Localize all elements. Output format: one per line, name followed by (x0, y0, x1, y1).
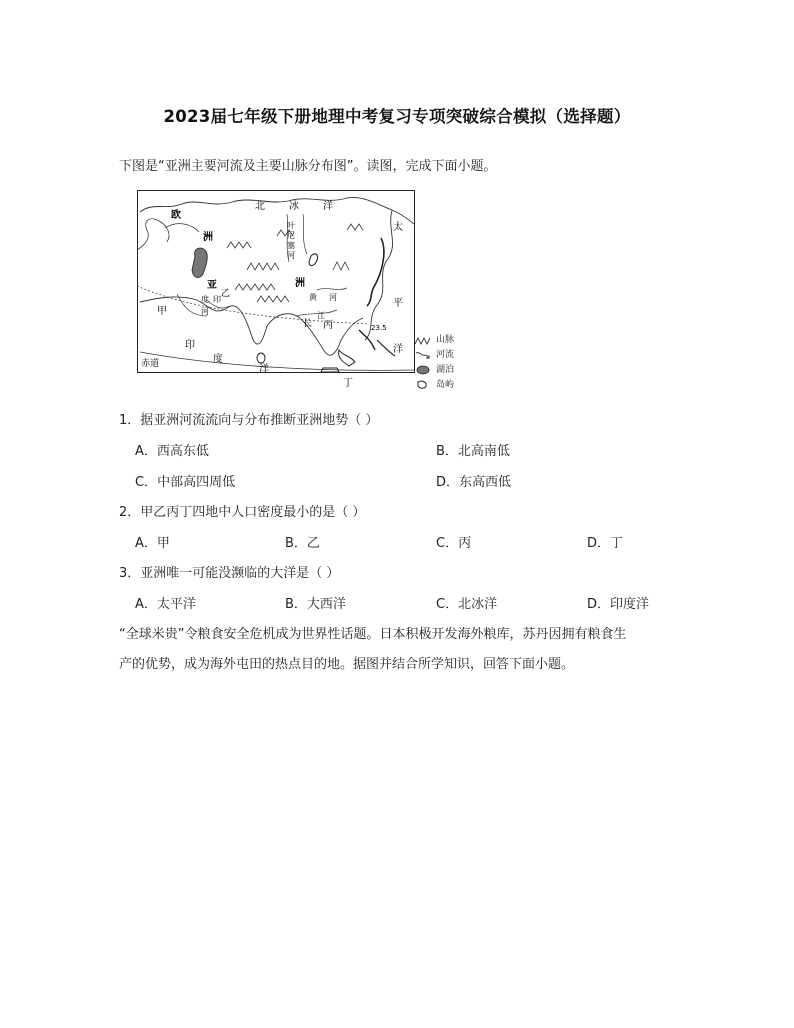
map-label-asia-2: 洲 (295, 278, 305, 289)
legend-label: 河流 (436, 350, 455, 360)
lake-icon (414, 364, 432, 376)
map-label-asia-1: 亚 (207, 280, 217, 291)
map-label-du: 度 (201, 295, 209, 304)
map-label-tai: 太 (393, 222, 403, 233)
q2-option-a[interactable]: A．甲 (135, 536, 170, 551)
map-label-north: 北 (255, 201, 265, 212)
legend-label: 岛屿 (436, 380, 455, 390)
q3-option-a[interactable]: A．太平洋 (135, 597, 196, 612)
passage-line-1: “全球米贵”令粮食安全危机成为世界性话题。日本积极开发海外粮库，苏丹因拥有粮食生 (119, 627, 627, 642)
q3-option-b[interactable]: B．大西洋 (285, 597, 346, 612)
map-label-indus: 印 (213, 295, 221, 304)
question-3-stem: 3．亚洲唯一可能没濒临的大洋是（ ） (119, 566, 340, 581)
map-label-jiang: 江 (317, 311, 325, 320)
passage-line-2: 产的优势，成为海外屯田的热点目的地。据图并结合所学知识，回答下面小题。 (119, 657, 575, 672)
page-title: 2023届七年级下册地理中考复习专项突破综合模拟（选择题） (163, 107, 631, 126)
map-label-india-1: 印 (185, 340, 195, 351)
map-label-ni: 尼 (287, 231, 295, 240)
map-label-bing: 丙 (323, 320, 333, 331)
map-label-he: 河 (287, 251, 295, 260)
river-icon (414, 349, 432, 361)
q1-option-a[interactable]: A．西高东低 (135, 444, 209, 459)
map-label-huang: 黄 (309, 293, 317, 302)
q3-option-d[interactable]: D．印度洋 (587, 597, 650, 612)
map-label-tropic: 23.5 (371, 324, 387, 332)
map-label-he3: 河 (329, 293, 337, 302)
map-label-ye: 叶 (287, 221, 295, 230)
q1-option-b[interactable]: B．北高南低 (436, 444, 510, 459)
q1-option-c[interactable]: C．中部高四周低 (135, 475, 236, 490)
map-label-chang: 长 (303, 319, 313, 329)
map-label-ocean-pacific: 洋 (393, 344, 403, 355)
map-label-india-3: 洋 (259, 364, 269, 375)
q2-option-d[interactable]: D．丁 (587, 536, 624, 551)
legend-label: 山脉 (436, 335, 455, 345)
map-label-jia: 甲 (157, 306, 167, 317)
map-label-he2: 河 (201, 307, 209, 316)
map-label-india-2: 度 (213, 354, 223, 365)
map-label-ping: 平 (393, 298, 403, 309)
map-label-ding: 丁 (343, 378, 353, 389)
question-2-stem: 2．甲乙丙丁四地中人口密度最小的是（ ） (119, 505, 366, 520)
q2-option-b[interactable]: B．乙 (285, 536, 320, 551)
map-label-ocean-north: 洋 (323, 201, 333, 212)
mountain-icon (414, 334, 432, 346)
q3-option-c[interactable]: C．北冰洋 (436, 597, 498, 612)
map-label-yi: 乙 (221, 289, 231, 299)
map-label-ice: 冰 (289, 201, 299, 212)
legend-label: 湖泊 (436, 365, 455, 375)
asia-map (137, 190, 415, 389)
q2-option-c[interactable]: C．丙 (436, 536, 472, 551)
intro-text: 下图是“亚洲主要河流及主要山脉分布图”。读图，完成下面小题。 (119, 159, 497, 174)
map-label-europe-2: 洲 (203, 232, 213, 243)
question-1-stem: 1．据亚洲河流流向与分布推断亚洲地势（ ） (119, 413, 379, 428)
island-icon (414, 379, 432, 391)
map-label-equator: 赤道 (141, 359, 160, 369)
map-legend (414, 332, 474, 394)
map-label-sai: 塞 (287, 241, 295, 250)
q1-option-d[interactable]: D．东高西低 (436, 475, 512, 490)
map-label-europe-1: 欧 (171, 210, 181, 221)
